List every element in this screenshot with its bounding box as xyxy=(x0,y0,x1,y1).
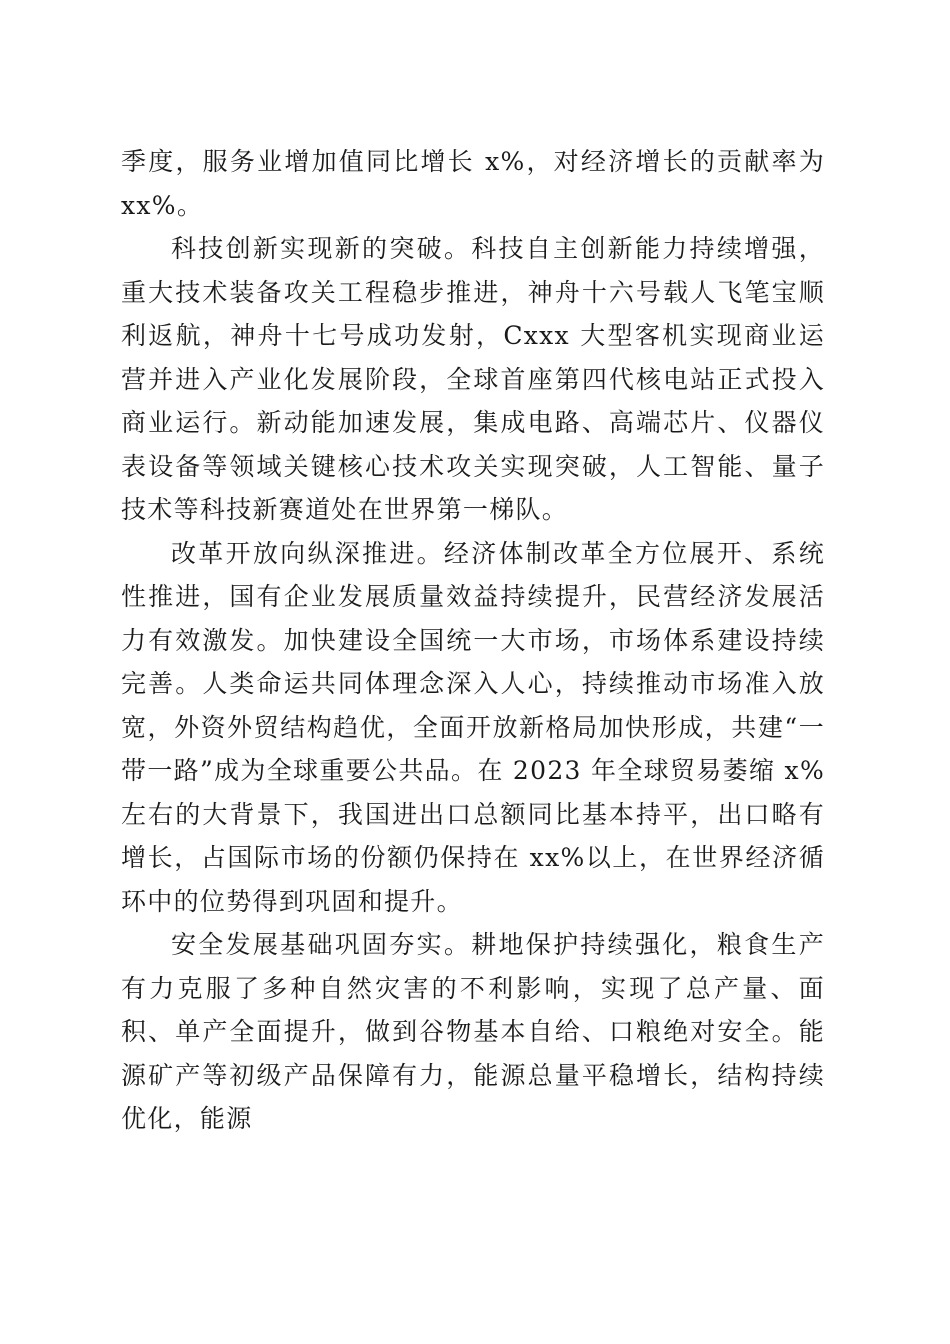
document-body xyxy=(121,140,825,1141)
paragraph-services-growth: 季度，服务业增加值同比增长 x%，对经济增长的贡献率为 xx%。 xyxy=(121,147,825,220)
paragraph-security-development: 安全发展基础巩固夯实。耕地保护持续强化，粮食生产有力克服了多种自然灾害的不利影响，实现了总产量、面积、单产全面提升，做到谷物基本自给、口粮绝对安全。能源矿产等初级产品保障有力，能源总量平稳增长，结构持续优化，能源 xyxy=(121,930,825,1133)
paragraph-reform-opening: 改革开放向纵深推进。经济体制改革全方位展开、系统性推进，国有企业发展质量效益持续提升，民营经济发展活力有效激发。加快建设全国统一大市场，市场体系建设持续完善。人类命运共同体理念深入人心，持续推动市场准入放宽，外资外贸结构趋优，全面开放新格局加快形成，共建“一带一路”成为全球重要公共品。在 2023 年全球贸易萎缩 x%左右的大背景下，我国进出口总额同比基本持平，出口略有增长，占国际市场的份额仍保持在 xx%以上，在世界经济循环中的位势得到巩固和提升。 xyxy=(121,538,825,916)
paragraph-tech-innovation: 科技创新实现新的突破。科技自主创新能力持续增强，重大技术装备攻关工程稳步推进，神舟十六号载人飞笔宝顺利返航，神舟十七号成功发射，Cxxx 大型客机实现商业运营并进入产业化发展阶段，全球首座第四代核电站正式投入商业运行。新动能加速发展，集成电路、高端芯片、仪器仪表设备等领域关键核心技术攻关实现突破，人工智能、量子技术等科技新赛道处在世界第一梯队。 xyxy=(121,234,825,524)
